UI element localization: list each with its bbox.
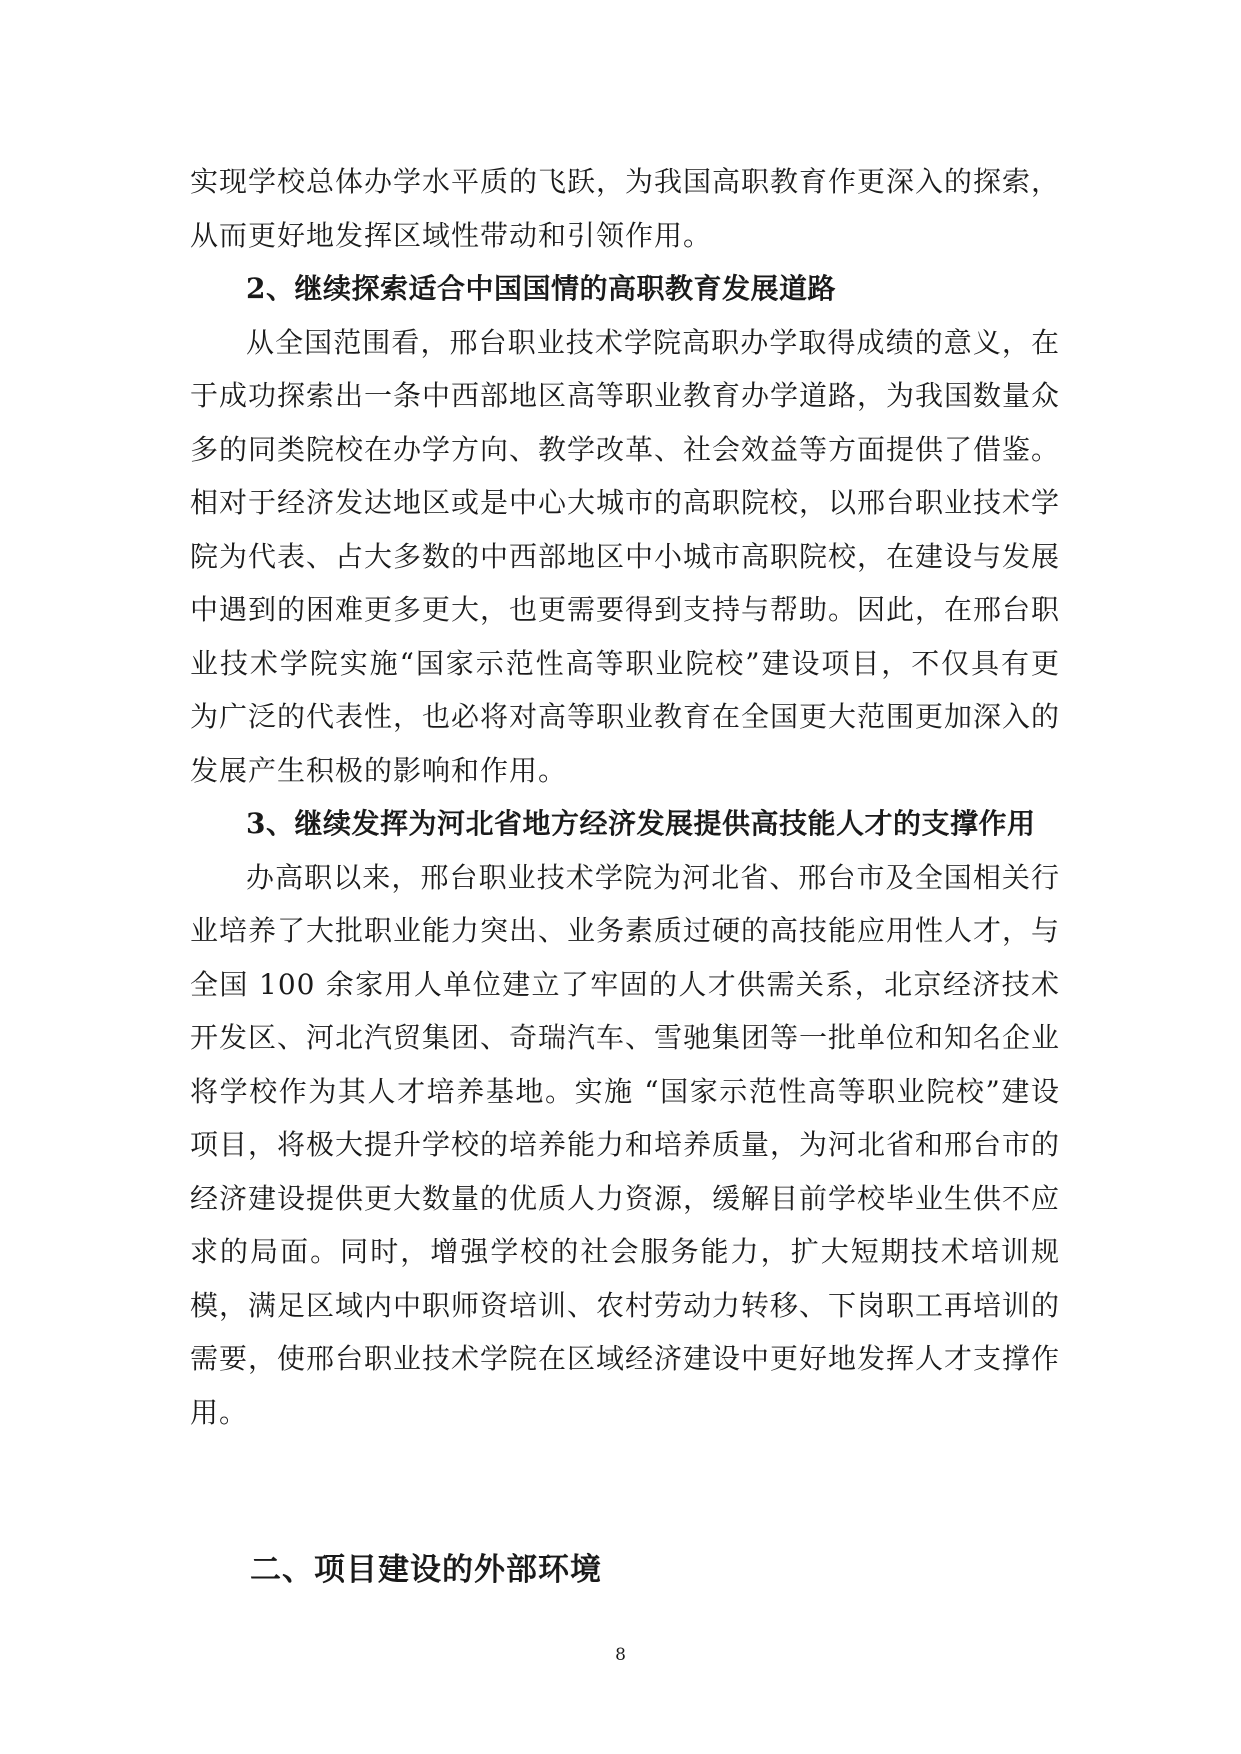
page-number: 8 [615,1645,626,1665]
paragraph-national-significance: 从全国范围看，邢台职业技术学院高职办学取得成绩的意义，在于成功探索出一条中西部地区高等职业教育办学道路，为我国数量众多的同类院校在办学方向、教学改革、社会效益等方面提供了借鉴。相对于经济发达地区或是中心大城市的高职院校，以邢台职业技术学院为代表、占大多数的中西部地区中小城市高职院校，在建设与发展中遇到的困难更多更大，也更需要得到支持与帮助。因此，在邢台职业技术学院实施“国家示范性高等职业院校”建设项目，不仅具有更为广泛的代表性，也必将对高等职业教育在全国更大范围更加深入的发展产生积极的影响和作用。 [190,325,1061,787]
subheading-2: 2、继续探索适合中国国情的高职教育发展道路 [246,272,836,305]
continued-paragraph: 实现学校总体办学水平质的飞跃，为我国高职教育作更深入的探索，从而更好地发挥区域性带动和引领作用。 [190,165,1061,252]
paragraph-regional-support: 办高职以来，邢台职业技术学院为河北省、邢台市及全国相关行业培养了大批职业能力突出、业务素质过硬的高技能应用性人才，与全国 100 余家用人单位建立了牢固的人才供需关系，北京经济技术开发区、河北汽贸集团、奇瑞汽车、雪驰集团等一批单位和知名企业将学校作为其人才培养基地。实施 “国家示范性高等职业院校”建设项目，将极大提升学校的培养能力和培养质量，为河北省和邢台市的经济建设提供更大数量的优质人力资源，缓解目前学校毕业生供不应求的局面。同时，增强学校的社会服务能力，扩大短期技术培训规模，满足区域内中职师资培训、农村劳动力转移、下岗职工再培训的需要，使邢台职业技术学院在区域经济建设中更好地发挥人才支撑作用。 [190,860,1061,1429]
body-content [190,155,1060,1439]
subheading-3: 3、继续发挥为河北省地方经济发展提供高技能人才的支撑作用 [246,807,1036,840]
section-title: 二、项目建设的外部环境 [250,1552,602,1588]
